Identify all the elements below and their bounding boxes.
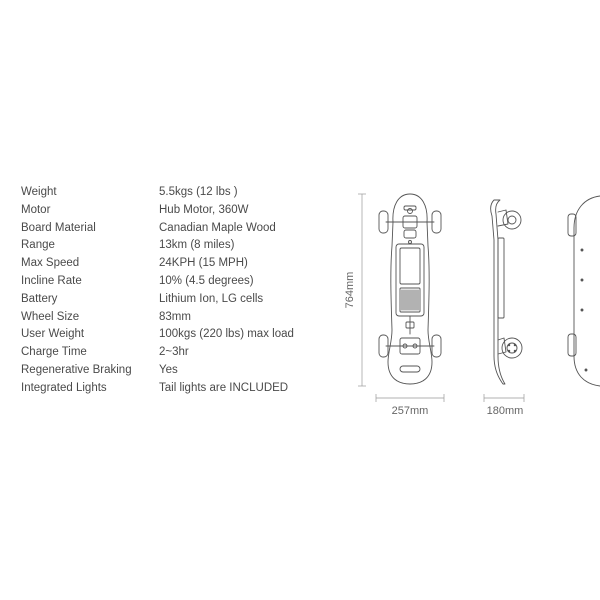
spec-value: 10% (4.5 degrees) xyxy=(159,274,254,287)
spec-label: Charge Time xyxy=(21,346,87,359)
length-dimension-label: 764mm xyxy=(344,271,356,309)
spec-value: 13km (8 miles) xyxy=(159,239,235,252)
spec-label: Wheel Size xyxy=(21,310,80,323)
spec-value: 100kgs (220 lbs) max load xyxy=(159,328,294,341)
spec-value: 24KPH (15 MPH) xyxy=(159,257,248,270)
width-dimension-label: 257mm xyxy=(391,405,429,417)
spec-value: 5.5kgs (12 lbs ) xyxy=(159,186,238,198)
spec-value: Canadian Maple Wood xyxy=(159,221,276,234)
spec-label: Regenerative Braking xyxy=(21,363,132,376)
side-view-board xyxy=(491,200,522,384)
spec-label: Battery xyxy=(21,292,58,305)
spec-value: 2~3hr xyxy=(159,346,189,359)
spec-value: Yes xyxy=(159,363,178,376)
spec-label: Max Speed xyxy=(21,257,80,270)
spec-value: Lithium Ion, LG cells xyxy=(159,292,264,305)
spec-label: Board Material xyxy=(21,221,96,234)
spec-value: 83mm xyxy=(159,310,191,323)
spec-value: Hub Motor, 360W xyxy=(159,203,249,216)
bottom-view-board xyxy=(568,196,600,386)
spec-label: Integrated Lights xyxy=(21,381,107,394)
spec-value: Tail lights are INCLUDED xyxy=(159,381,289,394)
top-view-board xyxy=(379,194,441,384)
spec-label: Range xyxy=(21,239,55,252)
spec-label: User Weight xyxy=(21,328,85,341)
spec-label: Incline Rate xyxy=(21,274,82,287)
height-dimension-label: 180mm xyxy=(486,405,524,417)
spec-label: Weight xyxy=(21,186,57,198)
spec-label: Motor xyxy=(21,203,51,216)
